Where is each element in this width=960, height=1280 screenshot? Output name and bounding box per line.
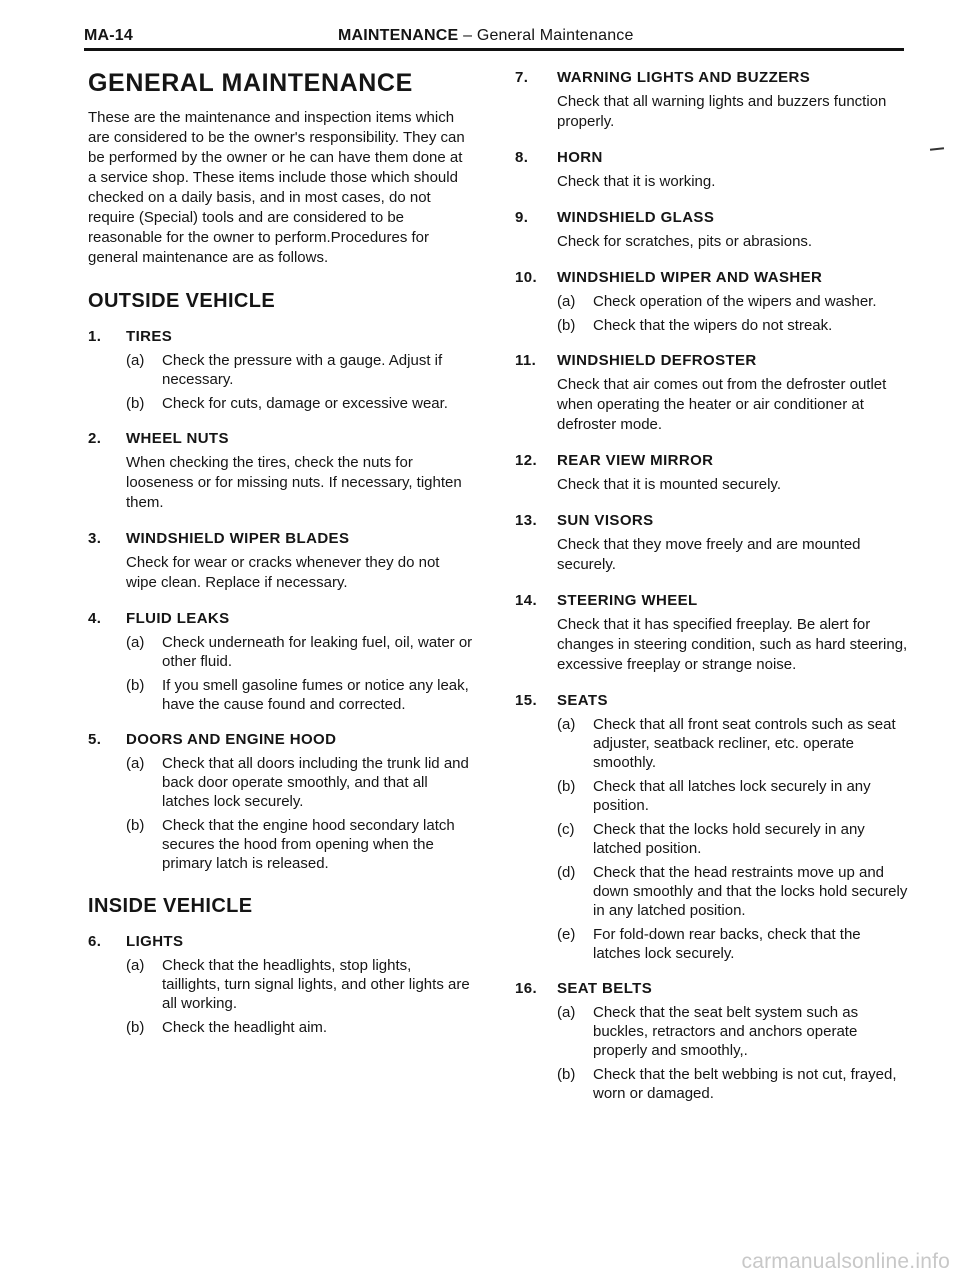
item-number: 11. [515, 352, 537, 369]
sub-item: (a) Check that the headlights, stop lights, taillights, turn signal lights, and other lights are all working. [126, 957, 470, 1012]
item-wheel-nuts [88, 429, 473, 513]
item-heading: STEERING WHEEL [557, 592, 698, 609]
item-number: 9. [515, 209, 529, 226]
item-text: Check that it is working. [557, 173, 716, 190]
item-heading: SEAT BELTS [557, 980, 653, 997]
item-wiper-blades [88, 529, 473, 593]
item-steering-wheel [515, 591, 911, 675]
item-number: 3. [88, 530, 102, 547]
item-heading: WHEEL NUTS [126, 430, 229, 447]
item-number: 10. [515, 269, 538, 286]
margin-mark [930, 147, 944, 150]
sub-item: (b) Check that all latches lock securely in any position. [557, 778, 871, 814]
sub-item: (b) Check that the belt webbing is not cut, frayed, worn or damaged. [557, 1066, 897, 1102]
item-number: 14. [515, 592, 538, 609]
item-text: Check for scratches, pits or abrasions. [557, 233, 813, 250]
item-text: Check for wear or cracks whenever they do not wipe clean. Replace if necessary. [126, 554, 440, 591]
sub-item: (b) Check that the wipers do not streak. [557, 317, 833, 334]
item-mirror [515, 451, 911, 495]
sub-item: (a) Check operation of the wipers and washer. [557, 293, 877, 310]
item-horn [515, 148, 911, 192]
item-text: Check that it is mounted securely. [557, 476, 781, 493]
sub-item: (a) Check that all front seat controls such as seat adjuster, seatback recliner, etc. operate smoothly. [557, 716, 896, 771]
item-number: 12. [515, 452, 538, 469]
sub-item: (c) Check that the locks hold securely in any latched position. [557, 821, 865, 857]
item-heading: REAR VIEW MIRROR [557, 452, 714, 469]
sub-item: (e) For fold-down rear backs, check that the latches lock securely. [557, 926, 861, 962]
item-heading: DOORS AND ENGINE HOOD [126, 731, 337, 748]
item-heading: WINDSHIELD GLASS [557, 209, 715, 226]
item-number: 7. [515, 69, 529, 86]
header-title [338, 27, 634, 45]
item-windshield-glass [515, 208, 911, 252]
page-title: GENERAL MAINTENANCE [88, 69, 413, 97]
left-column [88, 68, 473, 1053]
item-heading: WINDSHIELD DEFROSTER [557, 352, 757, 369]
footer-watermark: carmanualsonline.info [741, 1250, 950, 1273]
item-text: Check that it has specified freeplay. Be alert for changes in steering condition, such as hard steering, excessive freeplay or strange noise. [557, 616, 908, 673]
item-doors-hood [88, 730, 473, 873]
item-number: 1. [88, 328, 102, 345]
item-heading: WARNING LIGHTS AND BUZZERS [557, 69, 811, 86]
item-text: Check that air comes out from the defroster outlet when operating the heater or air conditioner at defroster mode. [557, 376, 887, 433]
item-lights [88, 932, 473, 1037]
sub-item: (a) Check that the seat belt system such as buckles, retractors and anchors operate properly and smoothly,. [557, 1004, 859, 1059]
intro-paragraph: These are the maintenance and inspection items which are considered to be the owner's responsibility. They can be performed by the owner or he can have them done at a service shop. These items include those which should checked on a daily basis, and in most cases, do not require (Special) tools and are considered to be reasonable for the owner to perform.Procedures for general maintenance are as follows. [88, 109, 465, 266]
item-number: 5. [88, 731, 102, 748]
item-heading: TIRES [126, 328, 173, 345]
item-number: 13. [515, 512, 538, 529]
page-code: MA-14 [84, 27, 134, 44]
sub-item: (a) Check the pressure with a gauge. Adjust if necessary. [126, 352, 443, 388]
item-text: Check that all warning lights and buzzers function properly. [557, 93, 887, 130]
item-warning-lights [515, 68, 911, 132]
sub-item: (a) Check that all doors including the trunk lid and back door operate smoothly, and that all latches lock securely. [126, 755, 469, 810]
item-heading: SUN VISORS [557, 512, 654, 529]
item-number: 8. [515, 149, 529, 166]
header-section: MAINTENANCE [338, 27, 459, 44]
item-defroster [515, 351, 911, 435]
section-heading-inside: INSIDE VEHICLE [88, 895, 253, 917]
item-heading: HORN [557, 149, 603, 166]
sub-item: (a) Check underneath for leaking fuel, oil, water or other fluid. [126, 634, 473, 670]
sub-item: (b) Check the headlight aim. [126, 1019, 328, 1036]
item-number: 15. [515, 692, 538, 709]
item-seat-belts [515, 979, 911, 1103]
item-heading: LIGHTS [126, 933, 184, 950]
item-seats [515, 691, 911, 963]
sub-item: (b) Check for cuts, damage or excessive wear. [126, 395, 448, 412]
item-tires [88, 327, 473, 413]
item-wiper-washer [515, 268, 911, 335]
header-subsection: General Maintenance [476, 27, 634, 44]
sub-item: (d) Check that the head restraints move up and down smoothly and that the locks hold securely in any latched position. [557, 864, 908, 919]
item-text: Check that they move freely and are mounted securely. [557, 536, 861, 573]
item-sun-visors [515, 511, 911, 575]
item-heading: WINDSHIELD WIPER BLADES [126, 530, 350, 547]
item-heading: WINDSHIELD WIPER AND WASHER [557, 269, 823, 286]
page-header [84, 26, 904, 51]
item-number: 4. [88, 610, 102, 627]
item-number: 2. [88, 430, 102, 447]
sub-item: (b) If you smell gasoline fumes or notice any leak, have the cause found and corrected. [126, 677, 469, 713]
item-text: When checking the tires, check the nuts for looseness or for missing nuts. If necessary, tighten them. [126, 454, 462, 511]
item-number: 6. [88, 933, 102, 950]
item-number: 16. [515, 980, 538, 997]
item-heading: SEATS [557, 692, 608, 709]
header-separator: – [458, 27, 477, 44]
right-column [515, 68, 911, 1119]
item-fluid-leaks [88, 609, 473, 714]
sub-item: (b) Check that the engine hood secondary latch secures the hood from opening when the primary latch is released. [126, 817, 455, 872]
item-heading: FLUID LEAKS [126, 610, 230, 627]
section-heading-outside: OUTSIDE VEHICLE [88, 290, 276, 312]
